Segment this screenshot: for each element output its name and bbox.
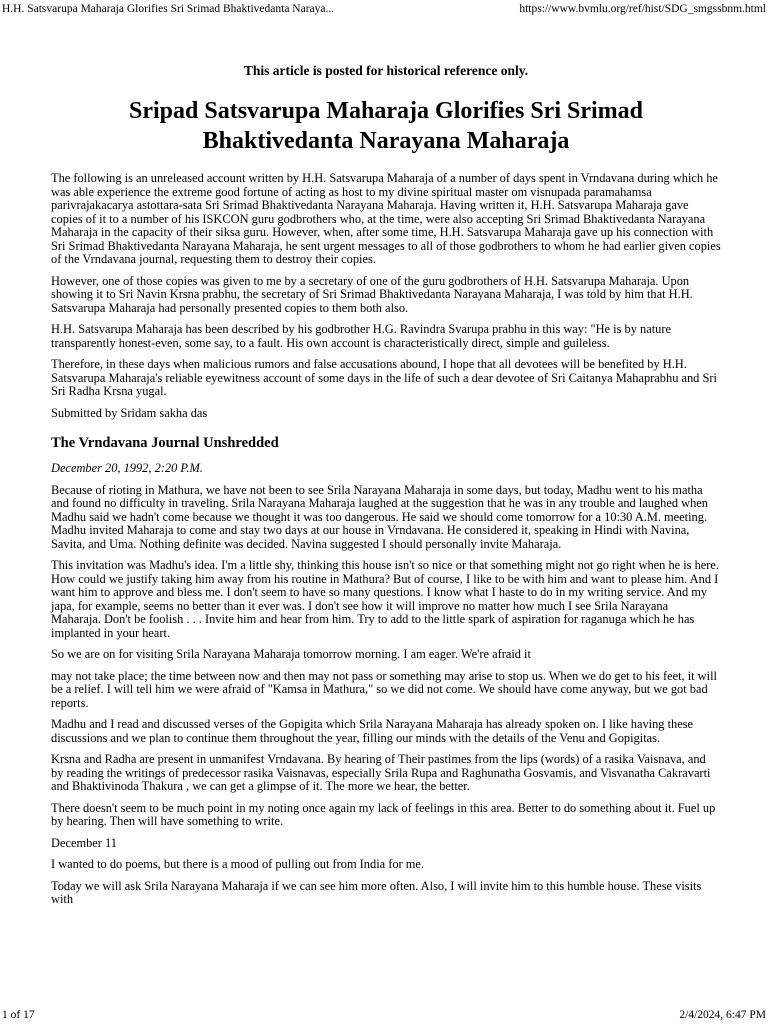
section-title: The Vrndavana Journal Unshredded (51, 435, 279, 451)
journal-date: December 11 (51, 835, 117, 850)
journal-paragraph: So we are on for visiting Srila Narayana Maharaja tomorrow morning. I am eager. We're afraid it (51, 647, 531, 661)
article (51, 58, 721, 915)
intro-paragraph: However, one of those copies was given to me by a secretary of one of the guru godbrothers of H.H. Satsvarupa Maharaja. Upon showing it to Sri Navin Krsna prabhu, the secretary of Sri Srimad Bhaktivedanta Narayana Maharaja, I was told by him that H.H. Satsvarupa Maharaja had personally presented copies to them both also. (51, 273, 693, 315)
page-number: 1 of 17 (2, 1009, 35, 1021)
print-header (0, 2, 768, 16)
journal-paragraph: Krsna and Radha are present in unmanifest Vrndavana. By hearing of Their pastimes from the lips (words) of a rasika Vaisnava, and by reading the writings of predecessor rasika Vaisnavas, especially Srila Rupa and Raghunatha Gosvamis, and Visvanatha Cakravarti and Bhaktivinoda Thakura , we can get a glimpse of it. The more we hear, the better. (51, 752, 711, 793)
journal-paragraph: Because of rioting in Mathura, we have not been to see Srila Narayana Maharaja in some days, but today, Madhu went to his matha and found no difficulty in traveling. Srila Narayana Maharaja laughed at the suggestion that he was in any trouble and laughed when Madhu said we hadn't come because we thought it was too dangerous. He said we should come tomorrow for a 10:30 A.M. meeting. Madhu invited Maharaja to come and stay two days at our house in Vrndavana. He considered it, speaking in Hindi with Navina, Savita, and Uma. Nothing definite was decided. Navina suggested I should personally invite Maharaja. (51, 482, 708, 551)
journal-dateline: December 20, 1992, 2:20 P.M. (51, 461, 203, 475)
journal-paragraph: This invitation was Madhu's idea. I'm a little shy, thinking this house isn't so nice or that something might not go right when he is here. How could we justify taking him away from his routine in Mathura? But of course, I like to be with him and want to please him. And I want him to approve and bless me. I don't seem to have so many questions. I know what I haste to do in my writing service. And my japa, for example, seems no better than it ever was. I don't see how it will improve no matter how much I see Srila Narayana Maharaja. Don't be foolish . . . Invite him and hear from him. Try to add to the little spark of aspiration for raganuga which he has implanted in your heart. (51, 558, 720, 640)
historical-notice: This article is posted for historical reference only. (243, 63, 529, 78)
journal-paragraph: I wanted to do poems, but there is a mood of pulling out from India for me. (51, 857, 425, 871)
print-page-title: H.H. Satsvarupa Maharaja Glorifies Sri Srimad Bhaktivedanta Naraya... (2, 3, 335, 15)
print-timestamp: 2/4/2024, 6:47 PM (679, 1009, 766, 1021)
journal-paragraph: Madhu and I read and discussed verses of the Gopigita which Srila Narayana Maharaja has already spoken on. I like having these discussions and we plan to continue them throughout the year, filling our minds with the details of the Venu and Gopigitas. (51, 717, 694, 745)
journal-paragraph: There doesn't seem to be much point in my noting once again my lack of feelings in this area. Better to do something about it. Fuel up by hearing. Then will have something to write. (51, 800, 716, 828)
submitted-by: Submitted by Sridam sakha das (51, 405, 208, 420)
article-title-line-1: Sripad Satsvarupa Maharaja Glorifies Sri Srimad (128, 98, 644, 124)
article-title-line-2: Bhaktivedanta Narayana Maharaja (202, 128, 570, 154)
journal-paragraph: Today we will ask Srila Narayana Maharaja if we can see him more often. Also, I will invite him to this humble house. These visits with (51, 878, 702, 906)
print-footer (0, 1008, 768, 1022)
intro-paragraph: H.H. Satsvarupa Maharaja has been described by his godbrother H.G. Ravindra Svarupa prabhu in this way: "He is by nature transparently honest-even, some say, to a fault. His own account is characteristically direct, simple and guileless. (51, 322, 671, 350)
intro-paragraph: The following is an unreleased account written by H.H. Satsvarupa Maharaja of a number of days spent in Vrndavana during which he was able experience the extreme good fortune of acting as host to my divine spiritual master om visnupada paramahamsa parivrajakacarya astottara-sata Sri Srimad Bhaktivedanta Narayana Maharaja. Having written it, H.H. Satsvarupa Maharaja gave copies of it to a number of his ISKCON guru godbrothers who, at the time, were also accepting Sri Srimad Bhaktivedanta Narayana Maharaja in the capacity of their siksa guru. However, when, after some time, H.H. Satsvarupa Maharaja gave up his connection with Sri Srimad Bhaktivedanta Narayana Maharaja, he sent urgent messages to all of those godbrothers to whom he had earlier given copies of the Vrndavana journal, requesting them to destroy their copies. (51, 171, 721, 266)
journal-paragraph: may not take place; the time between now and then may not pass or something may arise to stop us. When we do get to his feet, it will be a relief. I will tell him we were afraid of "Kamsa in Mathura," so we did not come. We should have come anyway, but we got bad reports. (51, 668, 717, 710)
intro-paragraph: Therefore, in these days when malicious rumors and false accusations abound, I hope that all devotees will be benefited by H.H. Satsvarupa Maharaja's reliable eyewitness account of some days in the life of such a dear devotee of Sri Caitanya Mahaprabhu and Sri Sri Radha Krsna yugal. (51, 357, 717, 398)
article-title (51, 96, 721, 156)
print-url: https://www.bvmlu.org/ref/hist/SDG_smgssbnm.html (519, 3, 766, 15)
